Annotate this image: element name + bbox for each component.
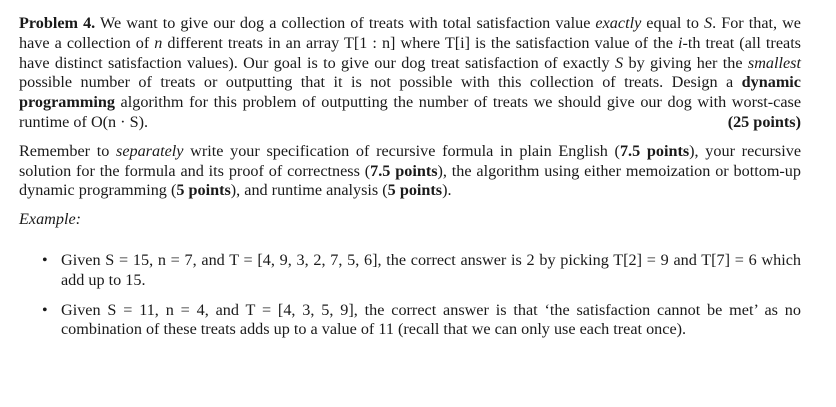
math-var-i: i [677, 33, 683, 52]
points-recursive: 7.5 points [370, 161, 438, 180]
problem-text: algorithm for this problem of outputting the number of treats we should give our dog with worst-case runtime of [19, 93, 801, 131]
math-t-i: T[i] [444, 33, 470, 52]
problem-text: We want to give our dog a collection of treats with total satisfaction value [95, 14, 596, 32]
points-algorithm: 5 points [176, 181, 231, 200]
instructions-paragraph [19, 142, 801, 201]
problem-text: -th treat (all treats have distinct satisfaction values). Our goal is to give our dog treat satisfaction of exactly [19, 33, 801, 72]
instructions-text: write your specification of recursive formula in plain English ( [183, 141, 620, 160]
instructions-text: ), your recursive solution for the formula and its proof of correctness ( [19, 141, 801, 180]
math-var-n: n [154, 33, 163, 52]
problem-heading: Problem 4. [19, 14, 96, 32]
problem-text: by giving her the [623, 53, 748, 72]
problem-text: different treats in an array [162, 33, 344, 52]
math-var-s: S [615, 53, 624, 72]
emphasis-exactly: exactly [595, 14, 642, 32]
math-runtime: O(n · S) [90, 112, 144, 131]
emphasis-separately: separately [116, 141, 184, 160]
example-text: Given S = 11, n = 4, and T = [4, 3, 5, 9], the correct answer is that ‘the satisfaction cannot be met’ as no combination of these treats adds up to a value of 11 (recall that we can only use each treat once). [61, 300, 801, 339]
instructions-text: Remember to [19, 141, 117, 160]
bullet-icon: • [42, 301, 48, 319]
example-heading: Example: [19, 210, 82, 229]
example-list [19, 251, 801, 340]
example-text: Given S = 15, n = 7, and T = [4, 9, 3, 2, 7, 5, 6], the correct answer is 2 by picking T[2] = 9 and T[7] = 6 which add up to 15. [61, 250, 801, 289]
instructions-text: ), the algorithm using either memoization or bottom-up dynamic programming ( [19, 161, 801, 200]
list-item [19, 251, 801, 291]
problem-text: is the satisfaction value of the [469, 33, 678, 52]
list-item [19, 301, 801, 341]
bullet-icon: • [42, 251, 48, 269]
points-badge: (25 points) [727, 112, 801, 131]
problem-text: . For that, we have a collection of [19, 14, 801, 52]
math-array-t: T[1 : n] [343, 33, 396, 52]
emphasis-smallest: smallest [747, 53, 801, 72]
problem-statement [19, 14, 801, 133]
document-page [19, 14, 801, 350]
instructions-text: ). [442, 181, 452, 200]
points-spec: 7.5 points [619, 141, 690, 160]
points-runtime: 5 points [387, 181, 443, 200]
problem-text: equal to [641, 14, 705, 32]
problem-text: possible number of treats or outputting that it is not possible with this collection of treats. Design a [19, 73, 742, 92]
problem-text: . [144, 112, 149, 131]
emphasis-dynamic-programming: dynamic programming [19, 73, 801, 112]
math-var-s: S [704, 14, 713, 32]
problem-text: where [395, 33, 445, 52]
instructions-text: ), and runtime analysis ( [230, 181, 388, 200]
